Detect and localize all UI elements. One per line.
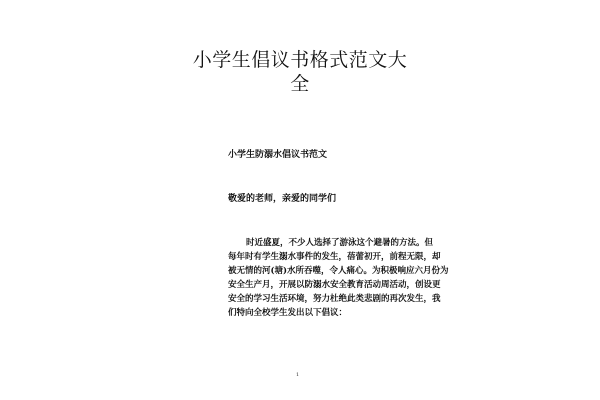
paragraph-line: 们特向全校学生发出以下倡议： xyxy=(228,308,348,318)
paragraph-line: 安全的学习生活环境，努力杜绝此类悲剧的再次发生，我 xyxy=(228,294,441,304)
paragraph-line: 安全生产月，开展以防溺水安全教育活动周活动，创设更 xyxy=(228,280,441,290)
title-line: 小学生倡议书格式范文大 xyxy=(192,49,408,71)
paragraph-line: 每年时有学生溺水事件的发生，蓓蕾初开，前程无限，却 xyxy=(228,252,441,262)
body-paragraph xyxy=(228,236,449,320)
section-heading: 小学生防溺水倡议书范文 xyxy=(228,150,328,160)
document-title xyxy=(150,48,450,96)
title-line: 全 xyxy=(290,73,310,95)
page-number: 1 xyxy=(296,372,300,378)
paragraph-line: 被无情的河(塘)水所吞噬，令人痛心。为积极响应六月份为 xyxy=(228,266,449,276)
salutation: 敬爱的老师，亲爱的同学们 xyxy=(228,194,337,204)
paragraph-line: 时近盛夏，不少人选择了游泳这个避暑的方法。但 xyxy=(246,238,434,248)
